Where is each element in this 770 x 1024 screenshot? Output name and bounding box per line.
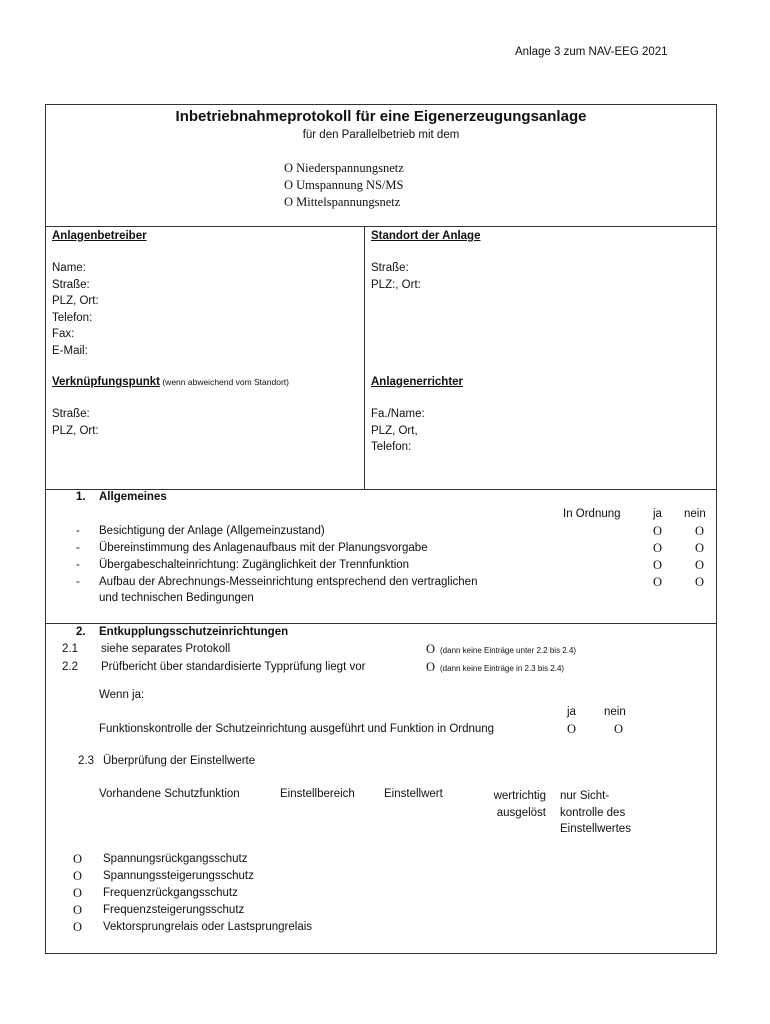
item-text: Aufbau der Abrechnungs-Messeinrichtung entsprechend den vertraglichen (99, 576, 478, 588)
operator-city-label: PLZ, Ort: (52, 295, 99, 307)
location-city-label: PLZ:, Ort: (371, 278, 421, 291)
col-header-range: Einstellbereich (280, 788, 355, 800)
item-text: Übereinstimmung des Anlagenaufbaus mit der Planungsvorgabe (99, 542, 428, 554)
grid-option-medium-voltage[interactable]: O Mittelspannungsnetz (284, 195, 401, 209)
connection-heading (52, 376, 289, 388)
installer-city-label: PLZ, Ort, (371, 424, 418, 437)
grid-option-transformer[interactable]: O Umspannung NS/MS (284, 178, 404, 192)
col-header-trip-line2: ausgelöst (496, 806, 546, 819)
location-fields (371, 262, 421, 295)
row-2-1-number: 2.1 (62, 643, 78, 655)
divider-section1 (45, 489, 717, 490)
protection-label: Frequenzrückgangsschutz (103, 887, 238, 899)
item-yes-radio[interactable]: O (653, 558, 663, 572)
operator-street-label: Straße: (52, 278, 90, 291)
section2-title: Entkupplungsschutzeinrichtungen (99, 626, 289, 638)
item-no-radio[interactable]: O (695, 541, 705, 555)
grid-option-low-voltage[interactable]: O Niederspannungsnetz (284, 161, 404, 175)
row-2-3-number: 2.3 (78, 755, 94, 767)
installer-heading: Anlagenerrichter (371, 376, 464, 388)
protection-radio[interactable]: O (73, 920, 83, 934)
function-check-yes-radio[interactable]: O (567, 722, 577, 736)
operator-email-label: E-Mail: (52, 344, 88, 357)
protection-radio[interactable]: O (73, 869, 83, 883)
installer-phone-label: Telefon: (371, 441, 412, 453)
item-text: Besichtigung der Anlage (Allgemeinzustand) (99, 525, 325, 537)
col-header-trip (480, 788, 546, 821)
item-yes-radio[interactable]: O (653, 541, 663, 555)
row-2-3-text: Überprüfung der Einstellwerte (103, 755, 256, 767)
col-header-trip-line1: wertrichtig (493, 790, 546, 802)
col-header-visual (560, 788, 631, 838)
connection-street-label: Straße: (52, 408, 90, 420)
func-col-no: nein (604, 706, 626, 718)
operator-fax-label: Fax: (52, 328, 75, 340)
protection-radio[interactable]: O (73, 852, 83, 866)
function-check-no-radio[interactable]: O (614, 722, 624, 736)
connection-city-label: PLZ, Ort: (52, 424, 99, 437)
row-2-1-note: (dann keine Einträge unter 2.2 bis 2.4) (440, 646, 577, 655)
row-2-2-note: (dann keine Einträge in 2.3 bis 2.4) (440, 664, 565, 673)
item-dash: - (76, 559, 80, 571)
item-text-continuation: und technischen Bedingungen (99, 592, 254, 604)
col-header-visual-line2: kontrolle des (560, 806, 626, 819)
operator-phone-label: Telefon: (52, 311, 93, 324)
annex-label: Anlage 3 zum NAV-EEG 2021 (515, 46, 668, 58)
protection-radio[interactable]: O (73, 903, 83, 917)
section1-title: Allgemeines (99, 491, 167, 503)
protection-label: Spannungsrückgangsschutz (103, 853, 248, 865)
item-no-radio[interactable]: O (695, 575, 705, 589)
operator-fields (52, 262, 99, 361)
section1-col-no: nein (684, 508, 706, 520)
item-no-radio[interactable]: O (695, 524, 705, 538)
col-header-function: Vorhandene Schutzfunktion (99, 788, 240, 800)
row-2-1-text: siehe separates Protokoll (101, 643, 231, 655)
section1-number: 1. (76, 491, 86, 503)
form-title: Inbetriebnahmeprotokoll für eine Eigenerzeugungsanlage (175, 108, 587, 125)
operator-name-label: Name: (52, 262, 86, 274)
location-heading: Standort der Anlage (371, 230, 481, 242)
protection-label: Spannungssteigerungsschutz (103, 870, 254, 882)
func-col-yes: ja (567, 706, 576, 718)
protection-radio[interactable]: O (73, 886, 83, 900)
connection-heading-note: (wenn abweichend vom Standort) (159, 377, 289, 387)
col-header-visual-line3: Einstellwertes (560, 823, 631, 835)
item-dash: - (76, 525, 80, 537)
item-dash: - (76, 542, 80, 554)
item-no-radio[interactable]: O (695, 558, 705, 572)
item-dash: - (76, 576, 80, 588)
divider-columns (364, 226, 365, 490)
item-yes-radio[interactable]: O (653, 524, 663, 538)
section2-number: 2. (76, 626, 86, 638)
divider-section2 (45, 623, 717, 624)
section1-col-status: In Ordnung (563, 508, 621, 520)
protection-label: Vektorsprungrelais oder Lastsprungrelais (103, 921, 313, 933)
col-header-value: Einstellwert (384, 788, 443, 800)
row-2-2-radio[interactable]: O (426, 660, 436, 674)
item-yes-radio[interactable]: O (653, 575, 663, 589)
protection-label: Frequenzsteigerungsschutz (103, 904, 245, 916)
installer-fields (371, 408, 425, 458)
if-yes-label: Wenn ja: (99, 689, 145, 701)
row-2-2-number: 2.2 (62, 661, 78, 673)
operator-heading: Anlagenbetreiber (52, 230, 147, 242)
connection-heading-text: Verknüpfungspunkt (52, 376, 160, 388)
installer-name-label: Fa./Name: (371, 408, 425, 420)
connection-fields (52, 408, 99, 441)
form-subtitle: für den Parallelbetrieb mit dem (302, 129, 460, 141)
col-header-visual-line1: nur Sicht- (560, 790, 610, 802)
row-2-1-radio[interactable]: O (426, 642, 436, 656)
divider-title (45, 226, 717, 227)
function-check-text: Funktionskontrolle der Schutzeinrichtung ausgeführt und Funktion in Ordnung (99, 723, 495, 735)
location-street-label: Straße: (371, 262, 409, 274)
item-text: Übergabeschalteinrichtung: Zugänglichkeit der Trennfunktion (99, 559, 410, 571)
row-2-2-text: Prüfbericht über standardisierte Typprüfung liegt vor (101, 661, 366, 673)
section1-col-yes: ja (653, 508, 662, 520)
